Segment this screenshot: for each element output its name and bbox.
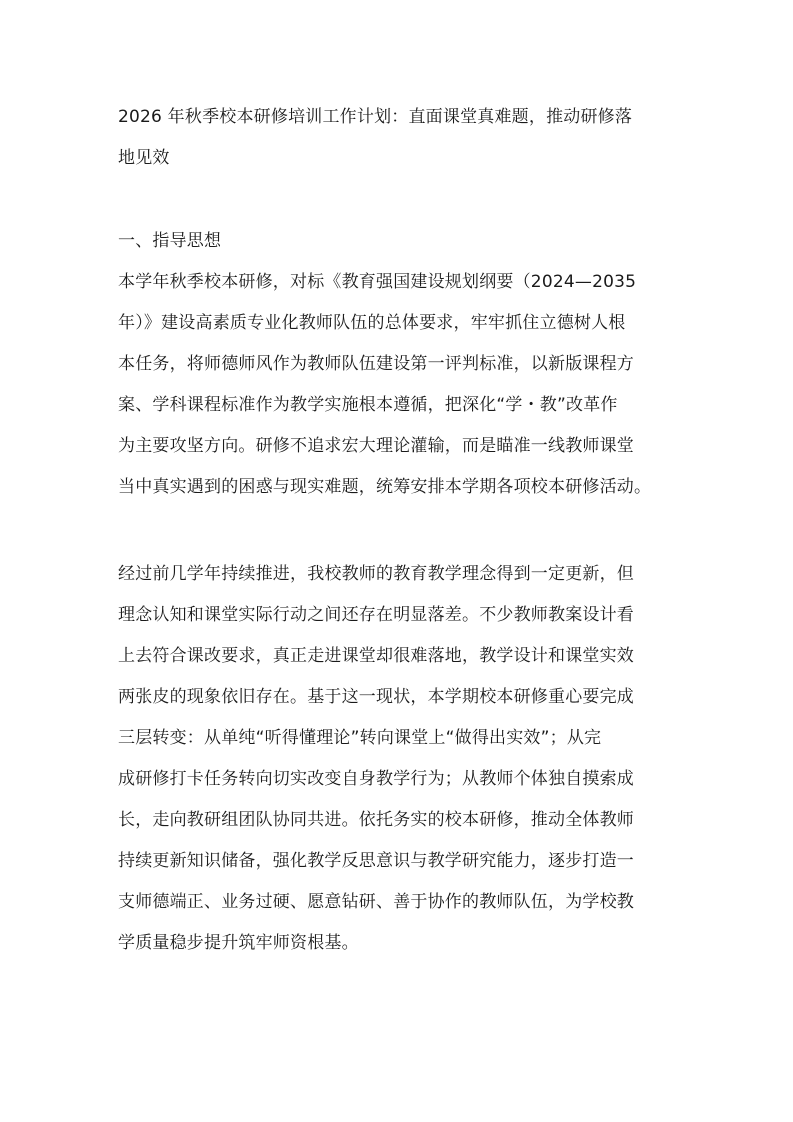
section-heading: 一、指导思想 bbox=[118, 231, 222, 251]
document-title-line-1: 2026 年秋季校本研修培训工作计划：直面课堂真难题，推动研修落 bbox=[118, 107, 633, 127]
paragraph2-line-3: 上去符合课改要求，真正走进课堂却很难落地，教学设计和课堂实效 bbox=[118, 646, 634, 666]
paragraph1-line-1: 本学年秋季校本研修，对标《教育强国建设规划纲要（2024—2035 bbox=[118, 272, 637, 292]
paragraph2-line-2: 理念认知和课堂实际行动之间还存在明显落差。不少教师教案设计看 bbox=[118, 605, 634, 625]
paragraph1-line-6: 当中真实遇到的困惑与现实难题，统筹安排本学期各项校本研修活动。 bbox=[118, 477, 652, 497]
paragraph2-line-8: 持续更新知识储备，强化教学反思意识与教学研究能力，逐步打造一 bbox=[118, 851, 634, 871]
paragraph1-line-4: 案、学科课程标准作为教学实施根本遵循，把深化“学・教”改革作 bbox=[118, 395, 618, 415]
document-title-line-2: 地见效 bbox=[118, 148, 170, 168]
paragraph2-line-10: 学质量稳步提升筑牢师资根基。 bbox=[118, 933, 359, 953]
paragraph2-line-4: 两张皮的现象依旧存在。基于这一现状，本学期校本研修重心要完成 bbox=[118, 687, 634, 707]
paragraph2-line-5: 三层转变：从单纯“听得懂理论”转向课堂上“做得出实效”；从完 bbox=[118, 728, 602, 748]
paragraph1-line-5: 为主要攻坚方向。研修不追求宏大理论灌输，而是瞄准一线教师课堂 bbox=[118, 436, 634, 456]
paragraph1-line-3: 本任务，将师德师风作为教师队伍建设第一评判标准，以新版课程方 bbox=[118, 354, 634, 374]
paragraph1-line-2: 年）》建设高素质专业化教师队伍的总体要求，牢牢抓住立德树人根 bbox=[118, 313, 626, 333]
paragraph2-line-6: 成研修打卡任务转向切实改变自身教学行为；从教师个体独自摸索成 bbox=[118, 769, 634, 789]
paragraph2-line-7: 长，走向教研组团队协同共进。依托务实的校本研修，推动全体教师 bbox=[118, 810, 634, 830]
paragraph2-line-1: 经过前几学年持续推进，我校教师的教育教学理念得到一定更新，但 bbox=[118, 564, 634, 584]
paragraph2-line-9: 支师德端正、业务过硬、愿意钻研、善于协作的教师队伍，为学校教 bbox=[118, 892, 634, 912]
